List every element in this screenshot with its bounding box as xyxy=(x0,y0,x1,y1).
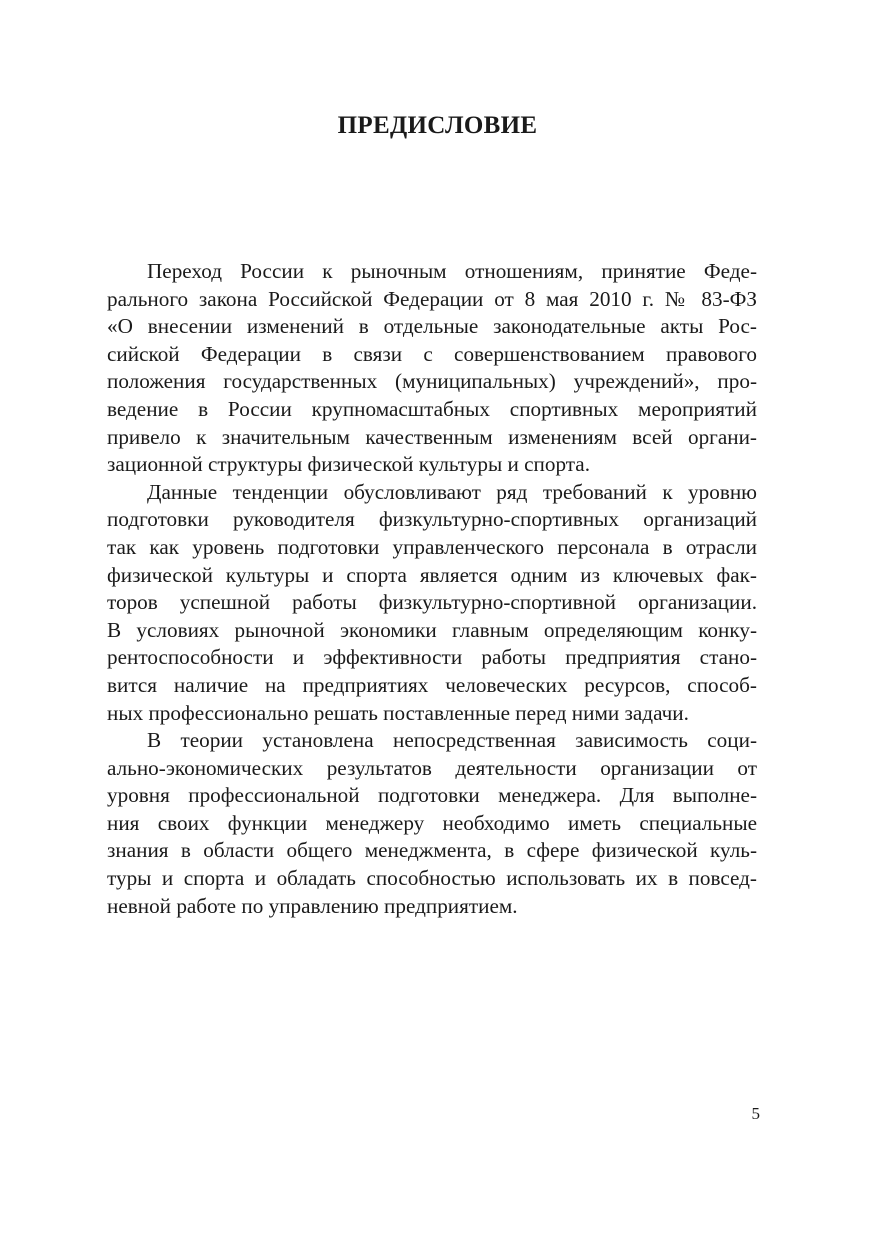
paragraph-2 xyxy=(107,479,757,727)
text-line: невной работе по управлению предприятием. xyxy=(107,893,518,918)
page-number: 5 xyxy=(751,1104,760,1123)
text-line: знания в области общего менеджмента, в сфере физической куль- xyxy=(107,838,757,863)
text-line: так как уровень подготовки управленческого персонала в отрасли xyxy=(107,534,757,559)
text-line: В условиях рыночной экономики главным определяющим конку- xyxy=(107,617,757,642)
text-line: Данные тенденции обусловливают ряд требований к уровню xyxy=(147,479,757,504)
text-line: «О внесении изменений в отдельные законодательные акты Рос- xyxy=(107,314,757,339)
text-line: рального закона Российской Федерации от 8 мая 2010 г. № 83-ФЗ xyxy=(107,286,757,311)
text-line: сийской Федерации в связи с совершенствованием правового xyxy=(107,341,757,366)
text-line: положения государственных (муниципальных) учреждений», про- xyxy=(107,369,757,394)
text-line: ния своих функции менеджеру необходимо иметь специальные xyxy=(107,810,757,835)
text-line: ных профессионально решать поставленные перед ними задачи. xyxy=(107,700,689,725)
page-title: ПРЕДИСЛОВИЕ xyxy=(337,112,538,139)
text-line: Переход России к рыночным отношениям, принятие Феде- xyxy=(147,259,757,283)
body-text xyxy=(107,258,757,920)
text-line: зационной структуры физической культуры и спорта. xyxy=(107,452,590,477)
paragraph-3 xyxy=(107,727,757,920)
text-line: уровня профессиональной подготовки менеджера. Для выполне- xyxy=(107,783,757,808)
text-line: привело к значительным качественным изменениям всей органи- xyxy=(107,424,757,449)
paragraph-1 xyxy=(107,258,757,479)
text-line: рентоспособности и эффективности работы предприятия стано- xyxy=(107,645,757,670)
text-line: торов успешной работы физкультурно-спортивной организации. xyxy=(107,590,757,615)
text-line: физической культуры и спорта является одним из ключевых фак- xyxy=(107,562,757,587)
text-line: В теории установлена непосредственная зависимость соци- xyxy=(147,728,757,753)
text-line: ведение в России крупномасштабных спортивных мероприятий xyxy=(107,396,757,421)
text-line: туры и спорта и обладать способностью использовать их в повсед- xyxy=(107,866,757,891)
text-line: ально-экономических результатов деятельности организации от xyxy=(107,755,757,780)
text-line: подготовки руководителя физкультурно-спортивных организаций xyxy=(107,507,757,532)
text-line: вится наличие на предприятиях человеческих ресурсов, способ- xyxy=(107,672,757,697)
